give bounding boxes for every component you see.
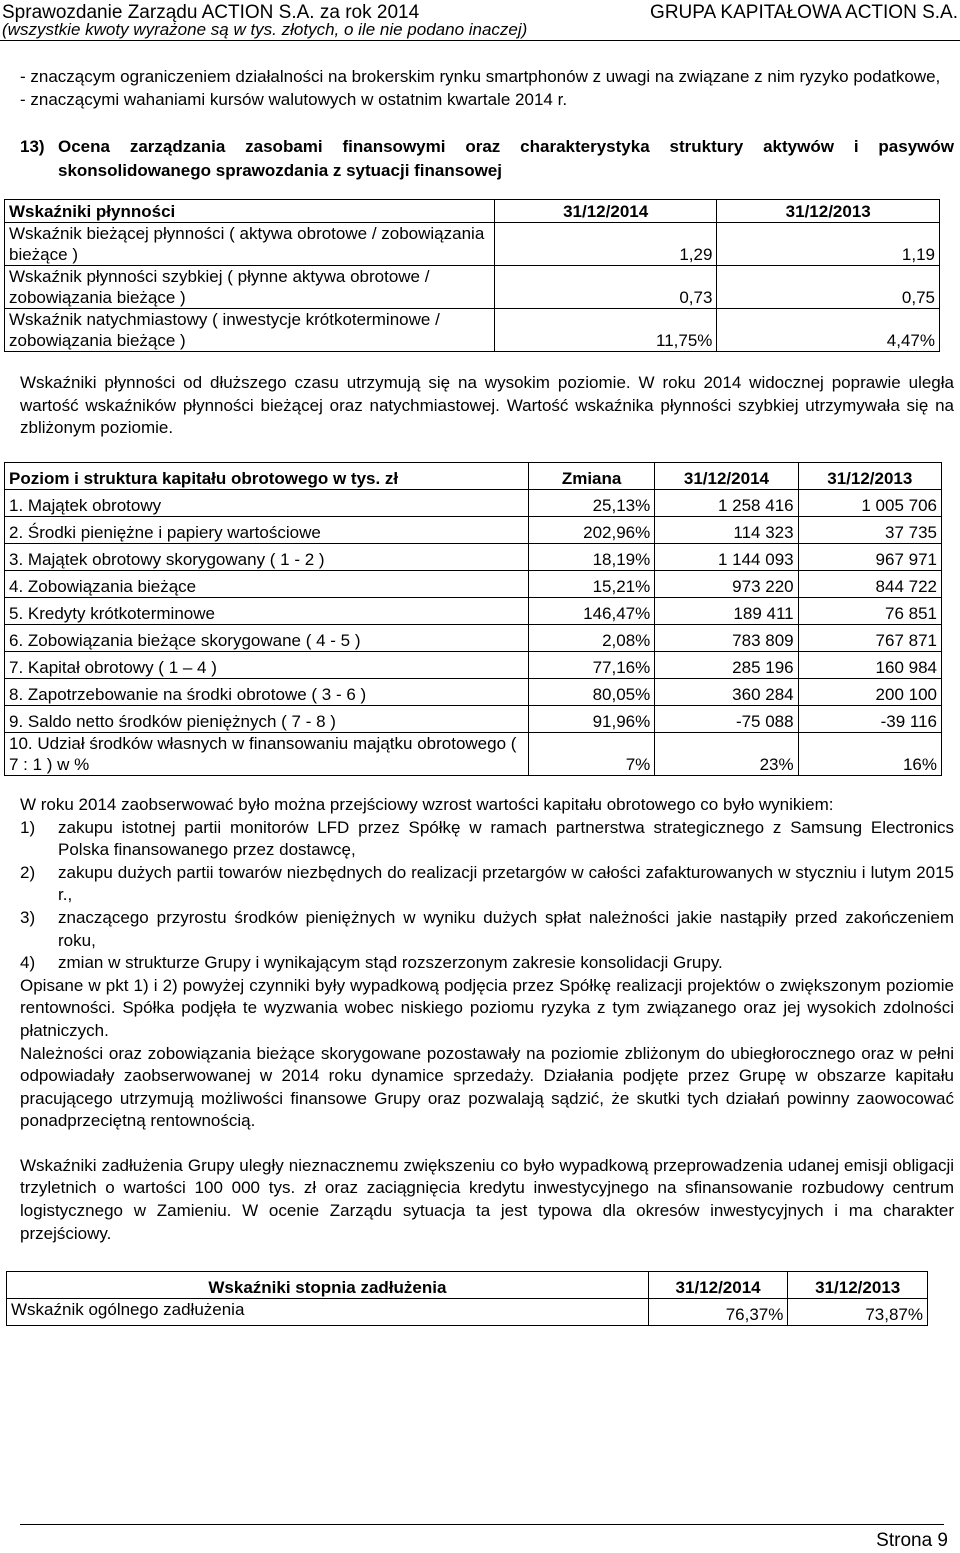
cell-change: 25,13% — [528, 489, 654, 516]
section-heading — [20, 135, 954, 183]
cell-value: 11,75% — [494, 309, 717, 352]
cell-change: 91,96% — [528, 705, 654, 732]
cell-value: 1 144 093 — [655, 543, 798, 570]
table-header-row — [7, 1272, 928, 1299]
list-text: znaczącego przyrostu środków pieniężnych w wyniku dużych spłat należności jakie nastąpiły przed zakończeniem roku, — [58, 907, 954, 950]
cell-value: 844 722 — [798, 570, 941, 597]
cell-value: 360 284 — [655, 678, 798, 705]
row-label: Wskaźnik natychmiastowy ( inwestycje krótkoterminowe / zobowiązania bieżące ) — [5, 309, 495, 352]
table-row — [5, 543, 942, 570]
row-label: 7. Kapitał obrotowy ( 1 – 4 ) — [5, 651, 529, 678]
list-item — [20, 907, 954, 952]
table-row — [5, 570, 942, 597]
header-rule — [0, 40, 960, 41]
list-number: 1) — [20, 817, 36, 837]
cell-value: 23% — [655, 732, 798, 775]
cell-value: 4,47% — [717, 309, 940, 352]
row-label: Wskaźnik bieżącej płynności ( aktywa obrotowe / zobowiązania bieżące ) — [5, 223, 495, 266]
table-row — [5, 732, 942, 775]
list-text: zakupu istotnej partii monitorów LFD przez Spółkę w ramach partnerstwa strategicznego z Samsung Electronics Polska finansowanego przez dostawcę, — [58, 817, 954, 860]
cell-value: 0,75 — [717, 266, 940, 309]
cell-change: 77,16% — [528, 651, 654, 678]
table-header: Poziom i struktura kapitału obrotowego w tys. zł — [5, 462, 529, 489]
cell-change: 2,08% — [528, 624, 654, 651]
liquidity-table — [4, 199, 940, 352]
liquidity-comment: Wskaźniki płynności od dłuższego czasu utrzymują się na wysokim poziomie. W roku 2014 widocznej poprawie uległa wartość wskaźników płynności bieżącej oraz natychmiastowej. Wartość wskaźnika płynności szybkiej utrzymywała się na zbliżonym poziomie. — [20, 373, 954, 438]
list-number: 3) — [20, 907, 36, 927]
cell-change: 15,21% — [528, 570, 654, 597]
row-label: 1. Majątek obrotowy — [5, 489, 529, 516]
list-item — [20, 817, 954, 862]
wc-intro: W roku 2014 zaobserwować było można przejściowy wzrost wartości kapitału obrotowego co było wynikiem: — [20, 794, 834, 814]
wc-paragraph: Opisane w pkt 1) i 2) powyżej czynniki były wypadkową podjęcia przez Spółkę realizacji projektów o zwiększonym poziomie rentowności. Spółka podjęła te wyzwania wobec niskiego poziomu ryzyka z tym związanego oraz jej wysokich zdolności płatniczych. — [20, 975, 954, 1040]
cell-value: 1,19 — [717, 223, 940, 266]
cell-value: 160 984 — [798, 651, 941, 678]
table-header: Wskaźniki płynności — [5, 200, 495, 223]
cell-change: 80,05% — [528, 678, 654, 705]
row-label: Wskaźnik płynności szybkiej ( płynne aktywa obrotowe / zobowiązania bieżące ) — [5, 266, 495, 309]
cell-value: 76 851 — [798, 597, 941, 624]
table-header-row — [5, 462, 942, 489]
row-label: 3. Majątek obrotowy skorygowany ( 1 - 2 ) — [5, 543, 529, 570]
working-capital-table — [4, 462, 942, 776]
row-label: 8. Zapotrzebowanie na środki obrotowe ( 3 - 6 ) — [5, 678, 529, 705]
table-row — [5, 309, 940, 352]
cell-value: 767 871 — [798, 624, 941, 651]
table-row — [5, 705, 942, 732]
row-label: 6. Zobowiązania bieżące skorygowane ( 4 - 5 ) — [5, 624, 529, 651]
section-number: 13) — [20, 137, 45, 157]
document-body — [9, 66, 954, 1326]
table-row — [5, 266, 940, 309]
cell-value: 1 258 416 — [655, 489, 798, 516]
intro-bullets — [20, 66, 954, 111]
row-label: 10. Udział środków własnych w finansowaniu majątku obrotowego ( 7 : 1 ) w % — [5, 732, 529, 775]
cell-value: 73,87% — [788, 1299, 928, 1326]
page-header — [0, 0, 960, 40]
table-header: Wskaźniki stopnia zadłużenia — [7, 1272, 649, 1299]
table-header: 31/12/2014 — [648, 1272, 788, 1299]
bullet-item: - znaczącymi wahaniami kursów walutowych w ostatnim kwartale 2014 r. — [20, 89, 568, 109]
cell-change: 146,47% — [528, 597, 654, 624]
row-label: Wskaźnik ogólnego zadłużenia — [7, 1299, 649, 1326]
cell-value: 973 220 — [655, 570, 798, 597]
cell-value: 1 005 706 — [798, 489, 941, 516]
cell-value: 0,73 — [494, 266, 717, 309]
list-item — [20, 952, 954, 975]
row-label: 4. Zobowiązania bieżące — [5, 570, 529, 597]
table-row — [5, 223, 940, 266]
cell-change: 18,19% — [528, 543, 654, 570]
cell-value: 285 196 — [655, 651, 798, 678]
table-header: 31/12/2014 — [494, 200, 717, 223]
bullet-item: - znaczącym ograniczeniem działalności na brokerskim rynku smartphonów z uwagi na związane z nim ryzyko podatkowe, — [20, 67, 941, 86]
cell-value: 16% — [798, 732, 941, 775]
table-header-row — [5, 200, 940, 223]
cell-value: 200 100 — [798, 678, 941, 705]
table-header: 31/12/2014 — [655, 462, 798, 489]
page-number: Strona 9 — [876, 1530, 948, 1551]
table-header: 31/12/2013 — [788, 1272, 928, 1299]
table-row — [5, 651, 942, 678]
group-name: GRUPA KAPITAŁOWA ACTION S.A. — [650, 2, 958, 23]
table-header: 31/12/2013 — [717, 200, 940, 223]
table-header: 31/12/2013 — [798, 462, 941, 489]
report-title: Sprawozdanie Zarządu ACTION S.A. za rok 2014 — [2, 2, 420, 23]
cell-change: 7% — [528, 732, 654, 775]
wc-reasons-list — [20, 817, 954, 975]
table-row — [5, 597, 942, 624]
section-title: Ocena zarządzania zasobami finansowymi oraz charakterystyka struktury aktywów i pasywów skonsolidowanego sprawozdania z sytuacji finansowej — [58, 137, 954, 181]
table-row — [5, 516, 942, 543]
cell-value: -75 088 — [655, 705, 798, 732]
list-number: 2) — [20, 862, 36, 882]
currency-note: (wszystkie kwoty wyrażone są w tys. złotych, o ile nie podano inaczej) — [2, 20, 528, 39]
table-row — [5, 624, 942, 651]
debt-comment: Wskaźniki zadłużenia Grupy uległy nieznacznemu zwiększeniu co było wypadkową przeprowadzenia udanej emisji obligacji trzyletnich o wartości 100 000 tys. zł oraz zaciągnięcia kredytu inwestycyjnego na sfinansowanie rozbudowy centrum logistycznego w Zamieniu. W ocenie Zarządu sytuacja ta jest typowa dla okresów inwestycyjnych i ma charakter przejściowy. — [20, 1155, 954, 1243]
wc-paragraph: Należności oraz zobowiązania bieżące skorygowane pozostawały na poziomie zbliżonym do ubiegłorocznego oraz w pełni odpowiadały zaobserwowanej w 2014 roku dynamice sprzedaży. Działania podjęte przez Grupę w obszarze kapitału pracującego utrzymują możliwości finansowe Grupy oraz pozwalają sądzić, że skutki tych działań powinny zaowocować ponadprzeciętną rentownością. — [20, 1043, 954, 1131]
row-label: 9. Saldo netto środków pieniężnych ( 7 - 8 ) — [5, 705, 529, 732]
list-text: zakupu dużych partii towarów niezbędnych do realizacji przetargów w całości zafakturowanych w styczniu i lutym 2015 r., — [58, 862, 954, 905]
cell-change: 202,96% — [528, 516, 654, 543]
debt-ratio-table — [6, 1271, 928, 1326]
cell-value: 37 735 — [798, 516, 941, 543]
cell-value: 967 971 — [798, 543, 941, 570]
cell-value: 1,29 — [494, 223, 717, 266]
list-number: 4) — [20, 953, 36, 973]
footer-rule — [20, 1524, 944, 1525]
list-text: zmian w strukturze Grupy i wynikającym stąd rozszerzonym zakresie konsolidacji Grupy. — [58, 953, 723, 973]
table-header: Zmiana — [528, 462, 654, 489]
cell-value: 76,37% — [648, 1299, 788, 1326]
cell-value: 189 411 — [655, 597, 798, 624]
cell-value: -39 116 — [798, 705, 941, 732]
table-row — [5, 489, 942, 516]
row-label: 5. Kredyty krótkoterminowe — [5, 597, 529, 624]
table-row — [5, 678, 942, 705]
row-label: 2. Środki pieniężne i papiery wartościowe — [5, 516, 529, 543]
cell-value: 114 323 — [655, 516, 798, 543]
cell-value: 783 809 — [655, 624, 798, 651]
list-item — [20, 862, 954, 907]
table-row — [7, 1299, 928, 1326]
